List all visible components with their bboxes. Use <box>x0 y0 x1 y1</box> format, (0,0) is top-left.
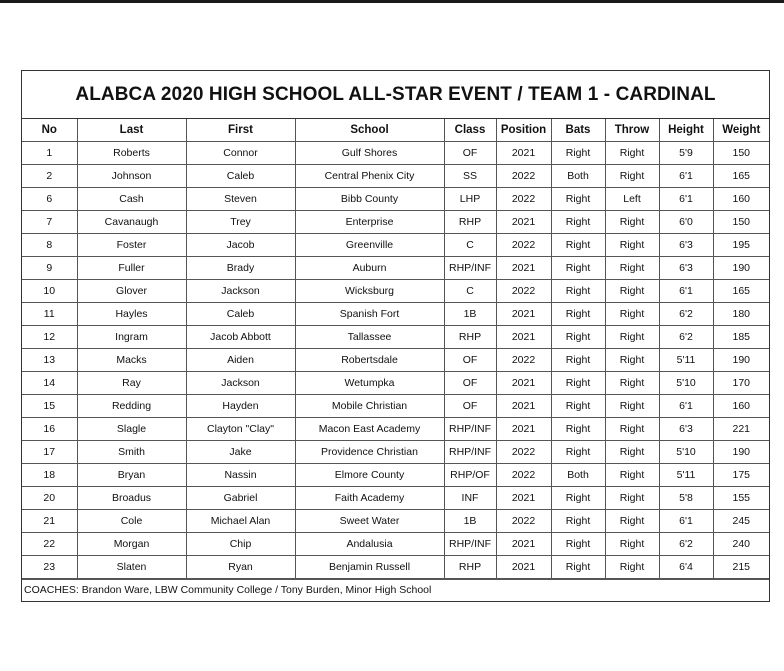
cell-throw: Right <box>605 533 659 556</box>
cell-class: SS <box>444 165 496 188</box>
table-row <box>22 510 769 533</box>
cell-bats: Right <box>551 441 605 464</box>
cell-first: Jacob <box>186 234 295 257</box>
cell-last: Redding <box>77 395 186 418</box>
cell-weight: 160 <box>713 395 769 418</box>
cell-position: 2021 <box>496 303 551 326</box>
cell-last: Broadus <box>77 487 186 510</box>
cell-position: 2022 <box>496 349 551 372</box>
cell-no: 9 <box>22 257 77 280</box>
cell-last: Cavanaugh <box>77 211 186 234</box>
cell-position: 2022 <box>496 510 551 533</box>
cell-school: Faith Academy <box>295 487 444 510</box>
cell-weight: 175 <box>713 464 769 487</box>
cell-weight: 165 <box>713 165 769 188</box>
cell-throw: Right <box>605 418 659 441</box>
cell-class: RHP <box>444 211 496 234</box>
cell-throw: Right <box>605 165 659 188</box>
cell-throw: Right <box>605 257 659 280</box>
cell-no: 20 <box>22 487 77 510</box>
cell-first: Steven <box>186 188 295 211</box>
cell-throw: Right <box>605 556 659 579</box>
column-header-school: School <box>295 119 444 142</box>
cell-school: Central Phenix City <box>295 165 444 188</box>
cell-position: 2021 <box>496 418 551 441</box>
table-header-row <box>22 119 769 142</box>
cell-class: RHP/INF <box>444 257 496 280</box>
cell-height: 6'1 <box>659 280 713 303</box>
cell-no: 8 <box>22 234 77 257</box>
roster-table-body <box>22 142 769 579</box>
cell-no: 21 <box>22 510 77 533</box>
cell-class: C <box>444 280 496 303</box>
cell-bats: Right <box>551 533 605 556</box>
cell-height: 5'11 <box>659 349 713 372</box>
cell-weight: 155 <box>713 487 769 510</box>
cell-school: Wetumpka <box>295 372 444 395</box>
cell-no: 11 <box>22 303 77 326</box>
cell-class: RHP/INF <box>444 533 496 556</box>
roster-title: ALABCA 2020 HIGH SCHOOL ALL-STAR EVENT / TEAM 1 - CARDINAL <box>75 83 716 105</box>
cell-school: Providence Christian <box>295 441 444 464</box>
cell-class: OF <box>444 349 496 372</box>
cell-position: 2022 <box>496 234 551 257</box>
cell-position: 2021 <box>496 556 551 579</box>
cell-bats: Right <box>551 487 605 510</box>
cell-weight: 195 <box>713 234 769 257</box>
cell-school: Benjamin Russell <box>295 556 444 579</box>
table-row <box>22 257 769 280</box>
cell-height: 6'3 <box>659 234 713 257</box>
cell-position: 2021 <box>496 533 551 556</box>
cell-position: 2022 <box>496 464 551 487</box>
coaches-note: COACHES: Brandon Ware, LBW Community College / Tony Burden, Minor High School <box>22 579 769 601</box>
table-row <box>22 303 769 326</box>
column-header-class: Class <box>444 119 496 142</box>
cell-no: 12 <box>22 326 77 349</box>
cell-position: 2021 <box>496 487 551 510</box>
cell-last: Cole <box>77 510 186 533</box>
table-row <box>22 533 769 556</box>
cell-first: Brady <box>186 257 295 280</box>
cell-weight: 245 <box>713 510 769 533</box>
column-header-last: Last <box>77 119 186 142</box>
cell-throw: Right <box>605 142 659 165</box>
cell-height: 6'3 <box>659 418 713 441</box>
top-border-line <box>0 0 784 3</box>
cell-school: Macon East Academy <box>295 418 444 441</box>
table-row <box>22 441 769 464</box>
cell-class: C <box>444 234 496 257</box>
cell-school: Spanish Fort <box>295 303 444 326</box>
cell-position: 2022 <box>496 441 551 464</box>
cell-last: Smith <box>77 441 186 464</box>
cell-throw: Left <box>605 188 659 211</box>
cell-weight: 150 <box>713 211 769 234</box>
column-header-throw: Throw <box>605 119 659 142</box>
cell-no: 22 <box>22 533 77 556</box>
cell-first: Hayden <box>186 395 295 418</box>
cell-first: Jake <box>186 441 295 464</box>
cell-class: OF <box>444 142 496 165</box>
cell-weight: 160 <box>713 188 769 211</box>
cell-bats: Right <box>551 142 605 165</box>
cell-first: Nassin <box>186 464 295 487</box>
cell-no: 17 <box>22 441 77 464</box>
cell-school: Greenville <box>295 234 444 257</box>
cell-first: Trey <box>186 211 295 234</box>
cell-class: OF <box>444 395 496 418</box>
cell-weight: 170 <box>713 372 769 395</box>
table-row <box>22 418 769 441</box>
column-header-first: First <box>186 119 295 142</box>
column-header-bats: Bats <box>551 119 605 142</box>
cell-position: 2021 <box>496 211 551 234</box>
cell-bats: Right <box>551 349 605 372</box>
table-row <box>22 211 769 234</box>
cell-bats: Right <box>551 234 605 257</box>
table-row <box>22 349 769 372</box>
cell-height: 5'9 <box>659 142 713 165</box>
cell-position: 2021 <box>496 395 551 418</box>
column-header-height: Height <box>659 119 713 142</box>
cell-bats: Right <box>551 395 605 418</box>
cell-weight: 180 <box>713 303 769 326</box>
cell-bats: Right <box>551 326 605 349</box>
cell-bats: Right <box>551 280 605 303</box>
cell-no: 16 <box>22 418 77 441</box>
cell-first: Caleb <box>186 303 295 326</box>
cell-first: Gabriel <box>186 487 295 510</box>
cell-no: 2 <box>22 165 77 188</box>
cell-class: RHP/INF <box>444 418 496 441</box>
cell-last: Cash <box>77 188 186 211</box>
cell-weight: 221 <box>713 418 769 441</box>
table-row <box>22 142 769 165</box>
cell-height: 6'4 <box>659 556 713 579</box>
cell-last: Fuller <box>77 257 186 280</box>
cell-school: Gulf Shores <box>295 142 444 165</box>
cell-first: Chip <box>186 533 295 556</box>
cell-weight: 240 <box>713 533 769 556</box>
cell-height: 5'10 <box>659 441 713 464</box>
cell-first: Ryan <box>186 556 295 579</box>
cell-class: OF <box>444 372 496 395</box>
cell-school: Elmore County <box>295 464 444 487</box>
cell-class: 1B <box>444 303 496 326</box>
cell-height: 6'1 <box>659 188 713 211</box>
column-header-weight: Weight <box>713 119 769 142</box>
cell-last: Glover <box>77 280 186 303</box>
cell-last: Macks <box>77 349 186 372</box>
cell-weight: 190 <box>713 257 769 280</box>
cell-bats: Both <box>551 165 605 188</box>
cell-height: 5'8 <box>659 487 713 510</box>
cell-no: 7 <box>22 211 77 234</box>
cell-position: 2022 <box>496 188 551 211</box>
roster-sheet <box>21 70 770 602</box>
cell-first: Jackson <box>186 280 295 303</box>
cell-first: Connor <box>186 142 295 165</box>
table-row <box>22 234 769 257</box>
table-row <box>22 487 769 510</box>
cell-height: 6'1 <box>659 395 713 418</box>
cell-height: 6'0 <box>659 211 713 234</box>
column-header-position: Position <box>496 119 551 142</box>
cell-school: Auburn <box>295 257 444 280</box>
column-header-no: No <box>22 119 77 142</box>
cell-height: 6'1 <box>659 165 713 188</box>
cell-first: Caleb <box>186 165 295 188</box>
cell-school: Sweet Water <box>295 510 444 533</box>
cell-class: RHP <box>444 326 496 349</box>
table-row <box>22 556 769 579</box>
cell-throw: Right <box>605 487 659 510</box>
cell-throw: Right <box>605 303 659 326</box>
cell-height: 6'2 <box>659 326 713 349</box>
cell-position: 2022 <box>496 165 551 188</box>
cell-bats: Right <box>551 211 605 234</box>
cell-last: Slagle <box>77 418 186 441</box>
cell-school: Bibb County <box>295 188 444 211</box>
cell-last: Bryan <box>77 464 186 487</box>
table-row <box>22 165 769 188</box>
cell-position: 2021 <box>496 142 551 165</box>
cell-school: Wicksburg <box>295 280 444 303</box>
cell-first: Michael Alan <box>186 510 295 533</box>
cell-first: Jackson <box>186 372 295 395</box>
table-row <box>22 188 769 211</box>
cell-weight: 185 <box>713 326 769 349</box>
cell-no: 10 <box>22 280 77 303</box>
cell-height: 6'2 <box>659 303 713 326</box>
cell-last: Johnson <box>77 165 186 188</box>
cell-weight: 215 <box>713 556 769 579</box>
cell-throw: Right <box>605 372 659 395</box>
cell-school: Andalusia <box>295 533 444 556</box>
cell-class: 1B <box>444 510 496 533</box>
cell-position: 2021 <box>496 372 551 395</box>
cell-first: Clayton "Clay" <box>186 418 295 441</box>
cell-last: Hayles <box>77 303 186 326</box>
cell-last: Morgan <box>77 533 186 556</box>
cell-last: Foster <box>77 234 186 257</box>
cell-school: Robertsdale <box>295 349 444 372</box>
cell-throw: Right <box>605 280 659 303</box>
cell-bats: Right <box>551 257 605 280</box>
table-row <box>22 326 769 349</box>
cell-class: INF <box>444 487 496 510</box>
cell-bats: Right <box>551 556 605 579</box>
cell-no: 1 <box>22 142 77 165</box>
table-row <box>22 395 769 418</box>
cell-first: Jacob Abbott <box>186 326 295 349</box>
cell-no: 14 <box>22 372 77 395</box>
cell-height: 5'11 <box>659 464 713 487</box>
table-row <box>22 372 769 395</box>
cell-school: Mobile Christian <box>295 395 444 418</box>
cell-weight: 150 <box>713 142 769 165</box>
cell-weight: 190 <box>713 349 769 372</box>
cell-throw: Right <box>605 211 659 234</box>
cell-throw: Right <box>605 349 659 372</box>
cell-height: 6'1 <box>659 510 713 533</box>
cell-class: RHP/OF <box>444 464 496 487</box>
cell-position: 2022 <box>496 280 551 303</box>
cell-weight: 165 <box>713 280 769 303</box>
cell-class: RHP/INF <box>444 441 496 464</box>
cell-bats: Right <box>551 188 605 211</box>
cell-last: Slaten <box>77 556 186 579</box>
cell-throw: Right <box>605 464 659 487</box>
cell-position: 2021 <box>496 257 551 280</box>
cell-no: 6 <box>22 188 77 211</box>
table-row <box>22 464 769 487</box>
cell-school: Enterprise <box>295 211 444 234</box>
cell-last: Ray <box>77 372 186 395</box>
cell-bats: Right <box>551 510 605 533</box>
cell-no: 15 <box>22 395 77 418</box>
cell-height: 6'2 <box>659 533 713 556</box>
cell-position: 2021 <box>496 326 551 349</box>
cell-first: Aiden <box>186 349 295 372</box>
cell-bats: Both <box>551 464 605 487</box>
cell-last: Ingram <box>77 326 186 349</box>
cell-last: Roberts <box>77 142 186 165</box>
cell-bats: Right <box>551 303 605 326</box>
table-row <box>22 280 769 303</box>
cell-throw: Right <box>605 326 659 349</box>
roster-table <box>22 119 769 579</box>
cell-no: 23 <box>22 556 77 579</box>
cell-throw: Right <box>605 510 659 533</box>
cell-bats: Right <box>551 372 605 395</box>
cell-throw: Right <box>605 395 659 418</box>
cell-no: 18 <box>22 464 77 487</box>
cell-throw: Right <box>605 441 659 464</box>
cell-class: LHP <box>444 188 496 211</box>
cell-no: 13 <box>22 349 77 372</box>
cell-school: Tallassee <box>295 326 444 349</box>
cell-bats: Right <box>551 418 605 441</box>
cell-weight: 190 <box>713 441 769 464</box>
cell-class: RHP <box>444 556 496 579</box>
cell-throw: Right <box>605 234 659 257</box>
cell-height: 6'3 <box>659 257 713 280</box>
cell-height: 5'10 <box>659 372 713 395</box>
title-box <box>22 71 769 119</box>
